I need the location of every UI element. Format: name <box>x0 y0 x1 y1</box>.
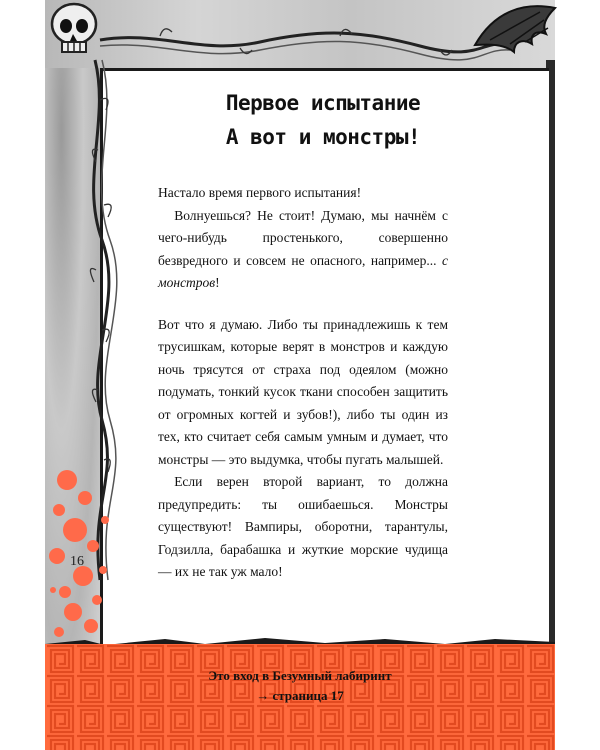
footer-entrance-text[interactable]: Это вход в Безумный лабиринт <box>208 668 392 683</box>
body-text <box>158 182 448 584</box>
paragraph-2-text: Волнуешься? Не стоит! Думаю, мы начнём с чего-нибудь простенького, совершенно безвредного и совсем не опасного, например... <box>158 207 448 268</box>
paragraph-2 <box>158 205 448 295</box>
paragraph-3: Вот что я думаю. Либо ты принадлежишь к тем трусишкам, которые верят в монстров и каждую ночь трясутся от страха под одеялом (можно подумать, тонкий кусок ткани способен защитить от огромных когтей и зубов!), либо ты один из тех, кто считает себя самым умным и думает, что монстры — это выдумка, чтобы пугать малышей. <box>158 316 448 467</box>
chapter-title <box>100 86 546 154</box>
footer-page-link[interactable]: → страница 17 <box>256 688 344 703</box>
paragraph-1: Настало время первого испытания! <box>158 185 362 200</box>
skull-icon <box>42 0 112 70</box>
title-line-1: Первое испытание <box>225 91 421 115</box>
page-number: 16 <box>70 554 84 569</box>
paragraph-4: Если верен второй вариант, то должна предупредить: ты ошибаешься. Монстры существуют! Вампиры, оборотни, тарантулы, Годзилла, барабашка и жуткие морские чудища — их не так уж мало! <box>158 474 448 579</box>
bat-wing-icon <box>470 0 560 64</box>
title-line-2: А вот и монстры! <box>225 125 421 149</box>
paragraph-2-end: ! <box>215 275 220 290</box>
paragraph-2-emphasis: с монстров <box>158 252 448 290</box>
